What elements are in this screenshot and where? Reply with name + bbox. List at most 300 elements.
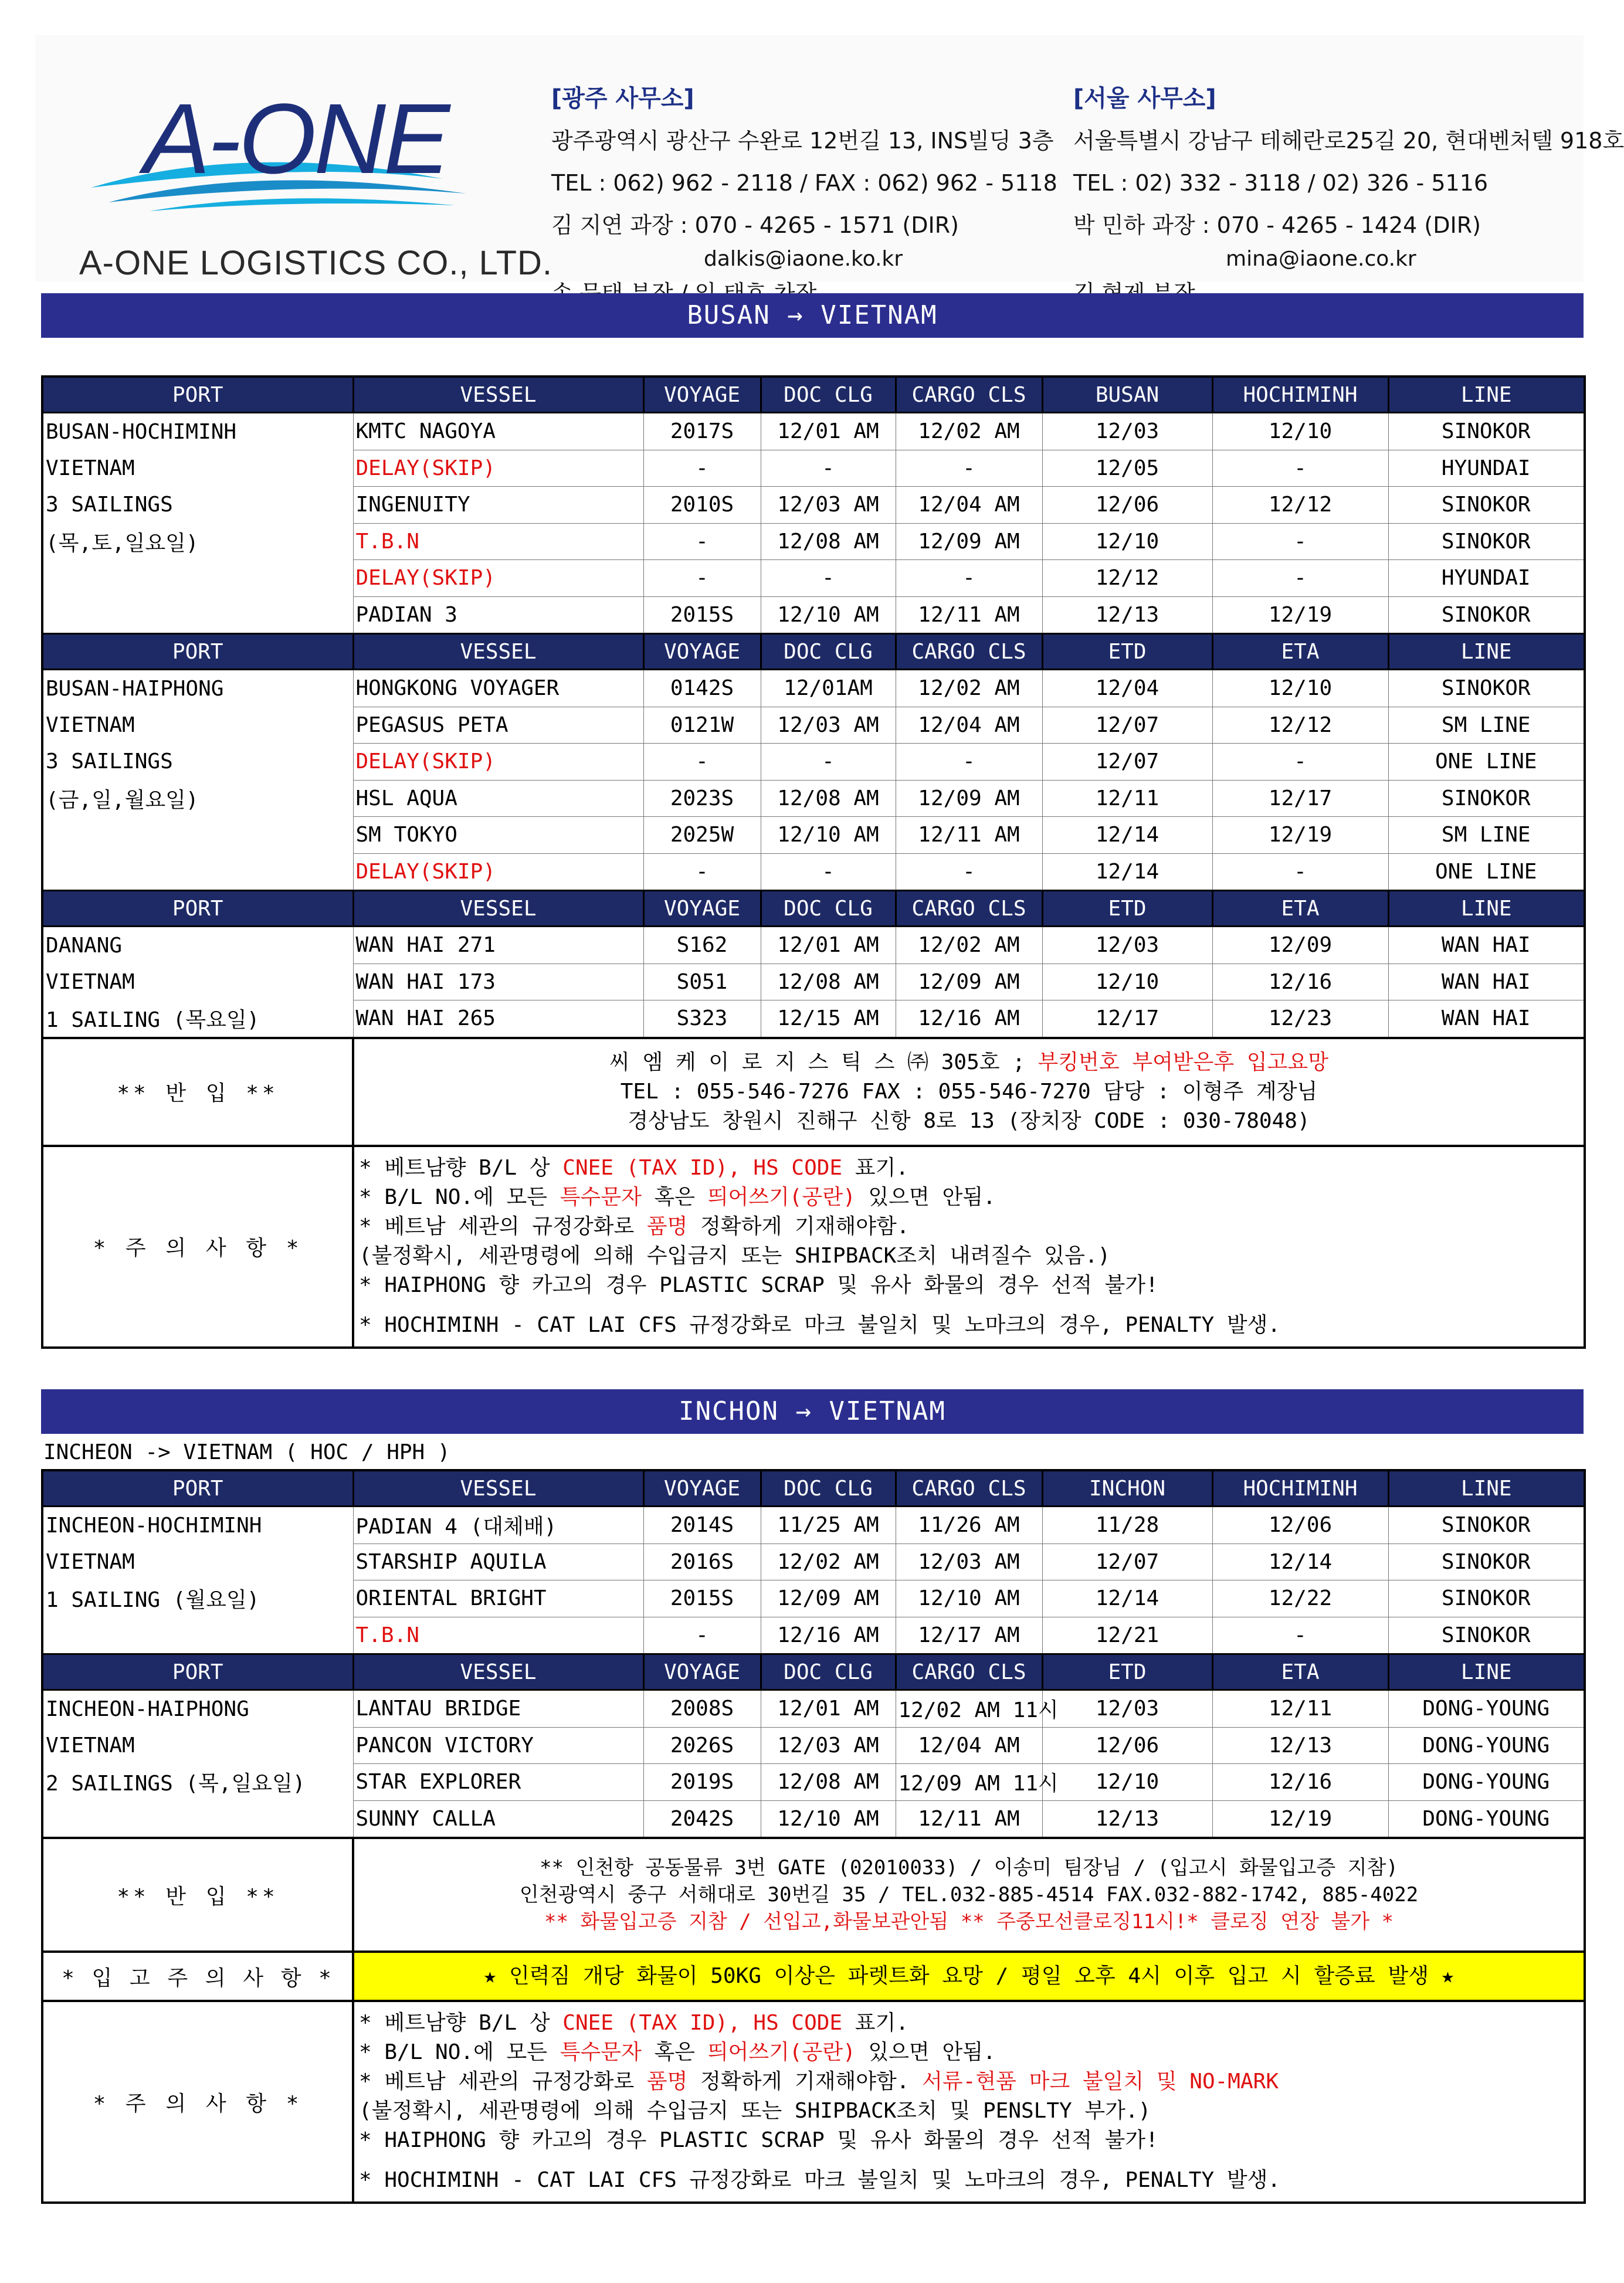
vessel-cell: DELAY(SKIP) (353, 560, 643, 597)
schedule-cell: 12/10 (1042, 964, 1212, 1000)
schedule-row (42, 670, 1585, 707)
schedule-cell: 12/09 (1212, 927, 1388, 964)
column-header: PORT (42, 1470, 353, 1507)
column-header: VESSEL (353, 1654, 643, 1690)
port-cell: INCHEON-HAIPHONG (42, 1690, 353, 1728)
schedule-cell: 2026S (643, 1727, 761, 1764)
schedule-cell: WAN HAI (1388, 964, 1585, 1000)
column-header: PORT (42, 1654, 353, 1690)
schedule-cell: 12/11 (1042, 780, 1212, 817)
schedule-cell: 12/16 AM (896, 1000, 1042, 1038)
schedule-cell: 12/08 AM (761, 964, 896, 1000)
notice-highlight: 품명 (646, 1214, 688, 1239)
schedule-cell: SINOKOR (1388, 596, 1585, 634)
schedule-cell: 12/07 (1042, 1544, 1212, 1580)
notice-line: * HOCHIMINH - CAT LAI CFS 규정강화로 마크 불일치 및 노마크의 경우, PENALTY 발생. (359, 2168, 1281, 2192)
schedule-cell: 12/09 AM 11시 (896, 1764, 1042, 1801)
schedule-cell: S323 (643, 1000, 761, 1038)
schedule-cell: 12/02 AM 11시 (896, 1690, 1042, 1728)
inchon-schedule-table (41, 1469, 1586, 2204)
schedule-row (42, 413, 1585, 450)
column-header: DOC CLG (761, 376, 896, 413)
entry-notice-row (42, 1952, 1585, 2001)
column-header: HOCHIMINH (1212, 376, 1388, 413)
notice-highlight: 특수문자 (560, 1185, 642, 1209)
column-header: LINE (1388, 376, 1585, 413)
schedule-row (42, 1507, 1585, 1544)
seoul-contact: 박 민하 과장 : 070 - 4265 - 1424 (DIR) (1073, 212, 1481, 238)
column-header: CARGO CLS (896, 1654, 1042, 1690)
schedule-cell: SINOKOR (1388, 487, 1585, 524)
notice-line (359, 1212, 1579, 1241)
schedule-row (42, 964, 1585, 1000)
schedule-cell: 12/16 (1212, 1764, 1388, 1801)
schedule-cell: SINOKOR (1388, 670, 1585, 707)
vessel-cell: ORIENTAL BRIGHT (353, 1580, 643, 1617)
column-header: VESSEL (353, 1470, 643, 1507)
schedule-cell: 12/03 (1042, 413, 1212, 450)
notice-text: 표기. (842, 1155, 909, 1180)
schedule-cell: - (896, 853, 1042, 891)
vessel-cell: PADIAN 4 (대체배) (353, 1507, 643, 1544)
busan-schedule-table (41, 375, 1586, 1349)
port-cell (42, 596, 353, 634)
schedule-row (42, 744, 1585, 781)
column-header: DOC CLG (761, 891, 896, 927)
schedule-cell: 12/10 (1042, 523, 1212, 560)
notice-text: 정확하게 기재해야함. (687, 2070, 923, 2094)
notice-line (359, 1183, 1579, 1212)
schedule-cell: 12/02 AM (896, 927, 1042, 964)
schedule-cell: 2023S (643, 780, 761, 817)
notice-highlight: CNEE (TAX ID), HS CODE (562, 1155, 843, 1180)
schedule-cell: 12/23 (1212, 1000, 1388, 1038)
a-one-logo-mark (79, 85, 537, 238)
port-cell: VIETNAM (42, 1544, 353, 1580)
schedule-cell: SINOKOR (1388, 413, 1585, 450)
schedule-cell: 12/06 (1042, 487, 1212, 524)
schedule-cell: 12/11 AM (896, 596, 1042, 634)
schedule-cell: SINOKOR (1388, 1544, 1585, 1580)
schedule-cell: 12/21 (1042, 1617, 1212, 1654)
schedule-row (42, 1580, 1585, 1617)
column-header: ETD (1042, 891, 1212, 927)
schedule-cell: 12/10 (1212, 413, 1388, 450)
gwangju-address: 광주광역시 광산구 수완로 12번길 13, INS빌딩 3층 (551, 128, 1054, 154)
schedule-cell: ONE LINE (1388, 853, 1585, 891)
schedule-cell: 0121W (643, 707, 761, 744)
schedule-cell: 2025W (643, 817, 761, 854)
column-header: VESSEL (353, 634, 643, 670)
schedule-cell: 12/19 (1212, 1800, 1388, 1838)
column-header: DOC CLG (761, 1470, 896, 1507)
schedule-cell: 12/04 (1042, 670, 1212, 707)
schedule-cell: S162 (643, 927, 761, 964)
vessel-cell: DELAY(SKIP) (353, 744, 643, 781)
notice-details (353, 2001, 1585, 2203)
port-cell: 1 SAILING (목요일) (42, 1000, 353, 1038)
schedule-cell: - (761, 853, 896, 891)
dad-header-row (42, 891, 1585, 927)
svg-text:A-ONE: A-ONE (144, 83, 448, 195)
notice-highlight: 품명 (646, 2070, 688, 2094)
vessel-cell: WAN HAI 271 (353, 927, 643, 964)
vessel-cell: SUNNY CALLA (353, 1800, 643, 1838)
schedule-cell: - (643, 450, 761, 487)
column-header: ETA (1212, 891, 1388, 927)
notice-text: * 베트남향 B/L 상 (359, 2011, 563, 2035)
inbound-line (357, 1048, 1581, 1077)
notice-text: 표기. (842, 2011, 909, 2035)
schedule-row (42, 1690, 1585, 1728)
schedule-row (42, 560, 1585, 597)
schedule-cell: - (1212, 450, 1388, 487)
schedule-cell: - (761, 450, 896, 487)
notice-highlight: 특수문자 (560, 2040, 642, 2064)
company-logo (79, 83, 553, 290)
column-header: LINE (1388, 634, 1585, 670)
schedule-cell: 12/22 (1212, 1580, 1388, 1617)
schedule-cell: 12/09 AM (896, 780, 1042, 817)
notice-text: 있으면 안됨. (855, 2040, 996, 2064)
notice-label: * 주 의 사 항 * (42, 1146, 353, 1348)
vessel-cell: DELAY(SKIP) (353, 853, 643, 891)
hoc-header-row (42, 1470, 1585, 1507)
schedule-cell: 12/10 AM (761, 1800, 896, 1838)
schedule-cell: 12/03 AM (761, 1727, 896, 1764)
schedule-cell: - (643, 744, 761, 781)
schedule-cell: - (643, 1617, 761, 1654)
hph-header-row (42, 634, 1585, 670)
schedule-cell: - (896, 450, 1042, 487)
schedule-cell: DONG-YOUNG (1388, 1800, 1585, 1838)
gwangju-email[interactable]: dalkis@iaone.ko.kr (704, 247, 903, 271)
notice-line: (불정확시, 세관명령에 의해 수입금지 또는 SHIPBACK조치 및 PENSLTY 부가.) (359, 2099, 1151, 2123)
vessel-cell: WAN HAI 173 (353, 964, 643, 1000)
schedule-cell: - (1212, 560, 1388, 597)
column-header: VOYAGE (643, 376, 761, 413)
schedule-cell: 12/02 AM (896, 670, 1042, 707)
inbound-row (42, 1838, 1585, 1952)
schedule-cell: 12/10 (1042, 1764, 1212, 1801)
port-cell: 1 SAILING (월요일) (42, 1580, 353, 1617)
schedule-cell: 12/08 AM (761, 523, 896, 560)
schedule-cell: 12/10 AM (896, 1580, 1042, 1617)
column-header: VOYAGE (643, 1470, 761, 1507)
schedule-row (42, 853, 1585, 891)
gwangju-office-title: [광주 사무소] (551, 85, 694, 112)
notice-line: * HOCHIMINH - CAT LAI CFS 규정강화로 마크 불일치 및 노마크의 경우, PENALTY 발생. (359, 1312, 1281, 1337)
schedule-cell: - (761, 560, 896, 597)
schedule-cell: 11/28 (1042, 1507, 1212, 1544)
inchon-route-subtitle: INCHEON -> VIETNAM ( HOC / HPH ) (43, 1440, 450, 1464)
schedule-row (42, 817, 1585, 854)
schedule-cell: 12/12 (1212, 487, 1388, 524)
schedule-cell: 12/11 AM (896, 1800, 1042, 1838)
schedule-cell: 12/17 AM (896, 1617, 1042, 1654)
seoul-address: 서울특별시 강남구 테헤란로25길 20, 현대벤처텔 918호 (1073, 128, 1624, 154)
notice-line (359, 2067, 1579, 2097)
column-header: ETA (1212, 1654, 1388, 1690)
schedule-cell: WAN HAI (1388, 1000, 1585, 1038)
notice-line: * HAIPHONG 향 카고의 경우 PLASTIC SCRAP 및 유사 화물의 경우 선적 불가! (359, 1273, 1158, 1297)
schedule-row (42, 1544, 1585, 1580)
schedule-cell: 12/13 (1042, 1800, 1212, 1838)
column-header: VESSEL (353, 376, 643, 413)
schedule-cell: 12/01 AM (761, 413, 896, 450)
schedule-cell: SINOKOR (1388, 1617, 1585, 1654)
schedule-cell: 12/14 (1042, 817, 1212, 854)
schedule-cell: 2008S (643, 1690, 761, 1728)
schedule-row (42, 1617, 1585, 1654)
schedule-cell: 2042S (643, 1800, 761, 1838)
inbound-address: 인천광역시 중구 서해대로 30번길 35 / TEL.032-885-4514 FAX.032-882-1742, 885-4022 (519, 1883, 1419, 1907)
port-cell: 3 SAILINGS (42, 487, 353, 524)
schedule-cell: - (1212, 853, 1388, 891)
schedule-cell: 12/08 AM (761, 1764, 896, 1801)
column-header: VESSEL (353, 891, 643, 927)
schedule-cell: ONE LINE (1388, 744, 1585, 781)
schedule-cell: 12/13 (1042, 596, 1212, 634)
schedule-cell: SINOKOR (1388, 1580, 1585, 1617)
schedule-cell: 12/09 AM (896, 964, 1042, 1000)
schedule-cell: 12/16 AM (761, 1617, 896, 1654)
column-header: BUSAN (1042, 376, 1212, 413)
column-header: CARGO CLS (896, 376, 1042, 413)
inbound-details (353, 1838, 1585, 1952)
column-header: PORT (42, 891, 353, 927)
vessel-cell: KMTC NAGOYA (353, 413, 643, 450)
schedule-cell: 12/10 AM (761, 817, 896, 854)
schedule-cell: 2019S (643, 1764, 761, 1801)
schedule-cell: WAN HAI (1388, 927, 1585, 964)
column-header: VOYAGE (643, 634, 761, 670)
schedule-row (42, 927, 1585, 964)
schedule-cell: 12/01AM (761, 670, 896, 707)
schedule-cell: 12/05 (1042, 450, 1212, 487)
schedule-cell: - (1212, 744, 1388, 781)
port-cell: VIETNAM (42, 707, 353, 744)
notice-highlight: 서류-현품 마크 불일치 및 NO-MARK (922, 2070, 1279, 2094)
port-cell: VIETNAM (42, 450, 353, 487)
vessel-cell: DELAY(SKIP) (353, 450, 643, 487)
schedule-cell: S051 (643, 964, 761, 1000)
schedule-cell: 12/19 (1212, 596, 1388, 634)
schedule-cell: SINOKOR (1388, 1507, 1585, 1544)
vessel-cell: PANCON VICTORY (353, 1727, 643, 1764)
notice-text: * 베트남 세관의 규정강화로 (359, 1214, 647, 1239)
schedule-cell: - (896, 744, 1042, 781)
notice-row (42, 1146, 1585, 1348)
schedule-cell: 12/03 AM (761, 487, 896, 524)
schedule-cell: - (1212, 1617, 1388, 1654)
vessel-cell: WAN HAI 265 (353, 1000, 643, 1038)
schedule-cell: 2015S (643, 596, 761, 634)
column-header: LINE (1388, 891, 1585, 927)
schedule-cell: 12/07 (1042, 744, 1212, 781)
schedule-cell: 12/03 (1042, 927, 1212, 964)
schedule-cell: 12/17 (1212, 780, 1388, 817)
column-header: LINE (1388, 1470, 1585, 1507)
schedule-cell: 12/14 (1042, 1580, 1212, 1617)
hph-header-row (42, 1654, 1585, 1690)
notice-highlight: CNEE (TAX ID), HS CODE (562, 2011, 843, 2035)
vessel-cell: HSL AQUA (353, 780, 643, 817)
schedule-cell: 2017S (643, 413, 761, 450)
schedule-cell: 12/09 AM (761, 1580, 896, 1617)
vessel-cell: HONGKONG VOYAGER (353, 670, 643, 707)
schedule-cell: 12/06 (1042, 1727, 1212, 1764)
vessel-cell: T.B.N (353, 1617, 643, 1654)
notice-text: 있으면 안됨. (855, 1185, 996, 1209)
schedule-cell: 12/19 (1212, 817, 1388, 854)
port-cell (42, 1617, 353, 1654)
column-header: HOCHIMINH (1212, 1470, 1388, 1507)
port-cell (42, 853, 353, 891)
schedule-cell: 12/15 AM (761, 1000, 896, 1038)
vessel-cell: PADIAN 3 (353, 596, 643, 634)
company-name: A-ONE LOGISTICS CO., LTD. (79, 244, 553, 282)
warehouse-name: 씨 엠 케 이 로 지 스 틱 스 ㈜ 305호 ; (609, 1050, 1038, 1074)
inbound-row (42, 1038, 1585, 1146)
schedule-row (42, 450, 1585, 487)
notice-line (359, 1154, 1579, 1183)
port-cell: BUSAN-HAIPHONG (42, 670, 353, 707)
seoul-office (1073, 77, 1624, 314)
schedule-cell: SM LINE (1388, 707, 1585, 744)
inbound-contact: TEL : 055-546-7276 FAX : 055-546-7270 담당 : 이형주 계장님 (620, 1079, 1318, 1104)
schedule-row (42, 523, 1585, 560)
port-cell (42, 817, 353, 854)
gwangju-tel: TEL : 062) 962 - 2118 / FAX : 062) 962 - 5118 (551, 170, 1057, 196)
schedule-cell: DONG-YOUNG (1388, 1727, 1585, 1764)
schedule-cell: - (1212, 523, 1388, 560)
schedule-cell: 12/06 (1212, 1507, 1388, 1544)
notice-highlight: 띄어쓰기(공란) (707, 2040, 856, 2064)
schedule-cell: 2014S (643, 1507, 761, 1544)
schedule-cell: - (643, 523, 761, 560)
booking-warning: 부킹번호 부여받은후 입고요망 (1038, 1050, 1328, 1074)
schedule-cell: - (643, 560, 761, 597)
seoul-office-title: [서울 사무소] (1073, 85, 1216, 112)
vessel-cell: INGENUITY (353, 487, 643, 524)
gwangju-office (551, 77, 1057, 314)
schedule-cell: 11/25 AM (761, 1507, 896, 1544)
notice-text: * 베트남향 B/L 상 (359, 1155, 563, 1180)
schedule-cell: 12/13 (1212, 1727, 1388, 1764)
port-cell: INCHEON-HOCHIMINH (42, 1507, 353, 1544)
schedule-row (42, 487, 1585, 524)
inchon-section-banner: INCHON → VIETNAM (41, 1389, 1584, 1434)
notice-line (359, 2009, 1579, 2038)
schedule-row (42, 780, 1585, 817)
schedule-cell: - (643, 853, 761, 891)
schedule-cell: SINOKOR (1388, 523, 1585, 560)
schedule-cell: 2015S (643, 1580, 761, 1617)
inbound-warning: ** 화물입고증 지참 / 선입고,화물보관안됨 ** 주중모선클로징11시!* 클로징 연장 불가 * (544, 1910, 1394, 1933)
schedule-row (42, 596, 1585, 634)
column-header: VOYAGE (643, 1654, 761, 1690)
schedule-cell: 12/10 AM (761, 596, 896, 634)
schedule-cell: 12/04 AM (896, 707, 1042, 744)
schedule-cell: - (761, 744, 896, 781)
port-cell: DANANG (42, 927, 353, 964)
schedule-cell: 2016S (643, 1544, 761, 1580)
letterhead (35, 35, 1624, 282)
schedule-cell: 12/02 AM (896, 413, 1042, 450)
port-cell: 3 SAILINGS (42, 744, 353, 781)
schedule-cell: 12/04 AM (896, 1727, 1042, 1764)
schedule-cell: 12/10 (1212, 670, 1388, 707)
schedule-cell: 12/07 (1042, 707, 1212, 744)
schedule-cell: HYUNDAI (1388, 560, 1585, 597)
notice-line (359, 2038, 1579, 2067)
column-header: CARGO CLS (896, 1470, 1042, 1507)
inbound-label: ** 반 입 ** (42, 1038, 353, 1146)
schedule-cell: 12/01 AM (761, 1690, 896, 1728)
column-header: LINE (1388, 1654, 1585, 1690)
inbound-details (353, 1038, 1585, 1146)
column-header: VOYAGE (643, 891, 761, 927)
vessel-cell: SM TOKYO (353, 817, 643, 854)
schedule-cell: 12/11 AM (896, 817, 1042, 854)
notice-text: 혹은 (641, 1185, 708, 1209)
column-header: ETD (1042, 634, 1212, 670)
schedule-cell: - (896, 560, 1042, 597)
entry-notice-text: ★ 인력짐 개당 화물이 50KG 이상은 파렛트화 요망 / 평일 오후 4시 이후 입고 시 할증료 발생 ★ (353, 1952, 1585, 2001)
schedule-cell: 12/11 (1212, 1690, 1388, 1728)
busan-section-banner: BUSAN → VIETNAM (41, 293, 1584, 338)
column-header: PORT (42, 634, 353, 670)
vessel-cell: STAR EXPLORER (353, 1764, 643, 1801)
column-header: CARGO CLS (896, 891, 1042, 927)
notice-label: * 주 의 사 항 * (42, 2001, 353, 2203)
gwangju-contact: 김 지연 과장 : 070 - 4265 - 1571 (DIR) (551, 212, 959, 238)
column-header: INCHON (1042, 1470, 1212, 1507)
notice-details (353, 1146, 1585, 1348)
schedule-cell: 2010S (643, 487, 761, 524)
notice-row (42, 2001, 1585, 2203)
seoul-email[interactable]: mina@iaone.co.kr (1226, 247, 1416, 271)
schedule-cell: DONG-YOUNG (1388, 1764, 1585, 1801)
notice-text: * 베트남 세관의 규정강화로 (359, 2070, 647, 2094)
port-cell: 2 SAILINGS (목,일요일) (42, 1764, 353, 1801)
schedule-row (42, 1727, 1585, 1764)
port-cell: (금,일,월요일) (42, 780, 353, 817)
schedule-cell: 12/08 AM (761, 780, 896, 817)
port-cell (42, 560, 353, 597)
schedule-cell: 11/26 AM (896, 1507, 1042, 1544)
schedule-cell: 0142S (643, 670, 761, 707)
schedule-cell: 12/02 AM (761, 1544, 896, 1580)
column-header: PORT (42, 376, 353, 413)
vessel-cell: T.B.N (353, 523, 643, 560)
column-header: DOC CLG (761, 634, 896, 670)
schedule-cell: 12/14 (1212, 1544, 1388, 1580)
column-header: ETA (1212, 634, 1388, 670)
port-cell: VIETNAM (42, 1727, 353, 1764)
schedule-cell: 12/14 (1042, 853, 1212, 891)
port-cell: BUSAN-HOCHIMINH (42, 413, 353, 450)
notice-line: * HAIPHONG 향 카고의 경우 PLASTIC SCRAP 및 유사 화물의 경우 선적 불가! (359, 2128, 1158, 2152)
schedule-cell: 12/03 (1042, 1690, 1212, 1728)
notice-text: 정확하게 기재해야함. (687, 1214, 910, 1239)
schedule-row (42, 707, 1585, 744)
seoul-tel: TEL : 02) 332 - 3118 / 02) 326 - 5116 (1073, 170, 1489, 196)
schedule-cell: 12/16 (1212, 964, 1388, 1000)
hoc-header-row (42, 376, 1585, 413)
schedule-cell: HYUNDAI (1388, 450, 1585, 487)
